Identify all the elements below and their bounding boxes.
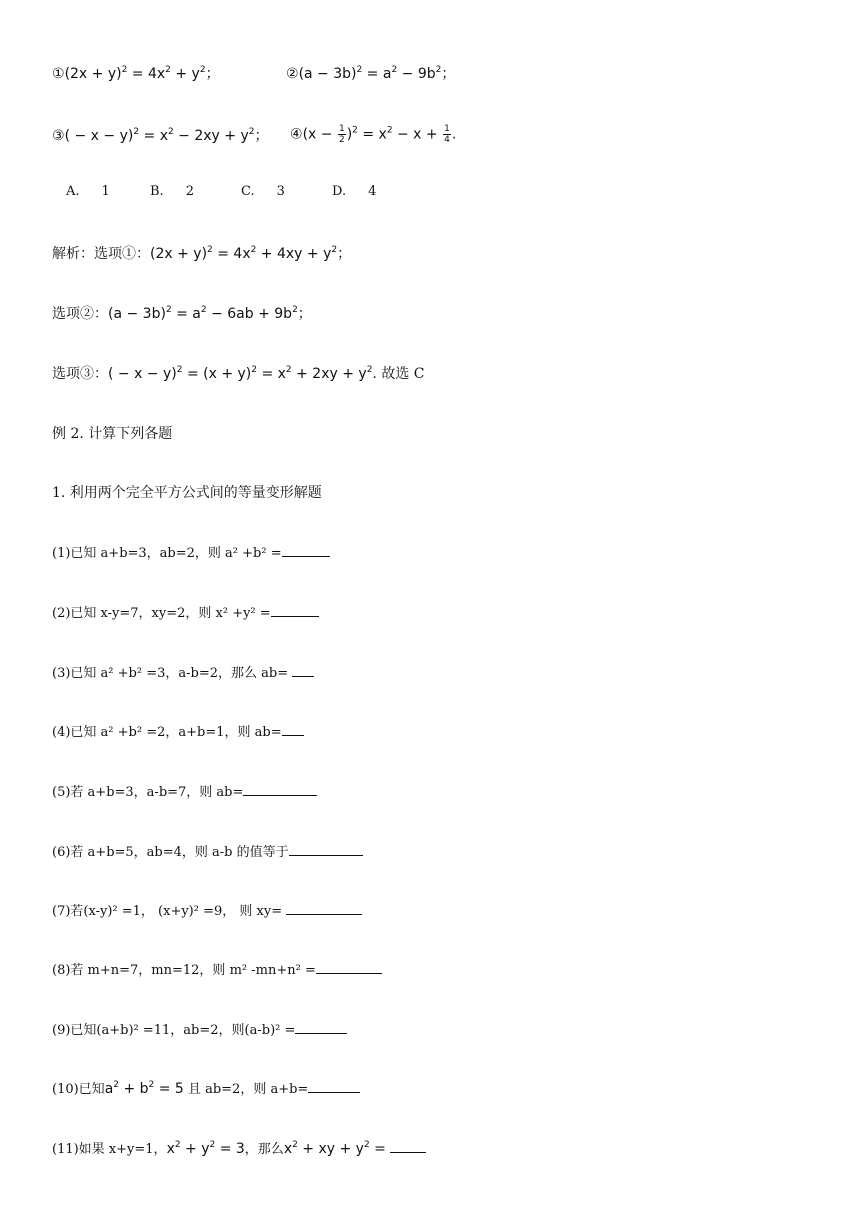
choice-b: B. 2 (150, 184, 194, 199)
answer-blank-9[interactable] (295, 1020, 347, 1034)
answer-blank-6[interactable] (289, 842, 363, 856)
problem-6: (6)若 a+b=5，ab=4，则 a-b 的值等于 (52, 842, 363, 863)
answer-blank-8[interactable] (316, 960, 382, 974)
problem-8: (8)若 m+n=7，mn=12，则 m² -mn+n² = (52, 960, 382, 981)
answer-blank-2[interactable] (271, 603, 319, 617)
problem-11: (11)如果 x+y=1，$x^2 + y^2 = 3$，那么$x^2$ + xy + $y^2$ = (52, 1139, 426, 1160)
statement-1: ①(2x + $y)^2 = 4x^2 + y^2$； (52, 65, 220, 82)
problem-4: (4)已知 a² +b² =2，a+b=1，则 ab= (52, 722, 304, 743)
problem-1: (1)已知 a+b=3，ab=2，则 a² +b² = (52, 543, 330, 564)
statement-2: ②(a − $3b)^2 = a^2 - 9b^2$； (286, 65, 456, 82)
choice-a: A. 1 (66, 184, 110, 199)
answer-blank-1[interactable] (282, 543, 330, 557)
problem-2: (2)已知 x-y=7，xy=2，则 x² +y² = (52, 603, 319, 624)
analysis-line-3: 选项③：( − $x - y)^2 = (x + y)^2 = x^2 + 2xy + y^2$. 故选 C (52, 365, 425, 382)
statement-3: ③( − $x - y)^2 = x^2 - 2xy + y^2$； (52, 127, 269, 144)
answer-blank-7[interactable] (286, 901, 362, 915)
problem-5: (5)若 a+b=3，a-b=7，则 ab= (52, 782, 317, 803)
answer-blank-10[interactable] (308, 1079, 360, 1093)
example-title: 例 2. 计算下列各题 (52, 426, 173, 442)
answer-blank-11[interactable] (390, 1139, 426, 1153)
problem-10: (10)已知$a^2 + b^2 = 5$ 且 ab=2，则 a+b= (52, 1079, 360, 1100)
answer-blank-4[interactable] (282, 722, 304, 736)
choice-d: D. 4 (332, 184, 377, 199)
answer-blank-5[interactable] (243, 782, 317, 796)
analysis-line-2: 选项②：$(a - 3b)^2 = a^2 - 6ab + 9b^2$； (52, 305, 312, 322)
answer-blank-3[interactable] (292, 663, 314, 677)
fraction-one-quarter: $\frac{1}{4}$ (444, 124, 450, 145)
statement-4: ④(x − $\frac{1}{2}$ )$^2 = x^2 - x$ + $\frac{1}{4}$ . (290, 124, 457, 145)
fraction-one-half: $\frac{1}{2}$ (338, 124, 345, 145)
section-title: 1. 利用两个完全平方公式间的等量变形解题 (52, 485, 322, 501)
problem-3: (3)已知 a² +b² =3，a-b=2，那么 ab= (52, 663, 314, 684)
choice-c: C. 3 (241, 184, 285, 199)
problem-7: (7)若(x-y)² =1， (x+y)² =9， 则 xy= (52, 901, 362, 922)
analysis-line-1: 解析：选项①：$(2x + y)^2 = 4x^2 + 4xy + y^2$； (52, 245, 352, 262)
problem-9: (9)已知(a+b)² =11，ab=2，则(a-b)² = (52, 1020, 347, 1041)
